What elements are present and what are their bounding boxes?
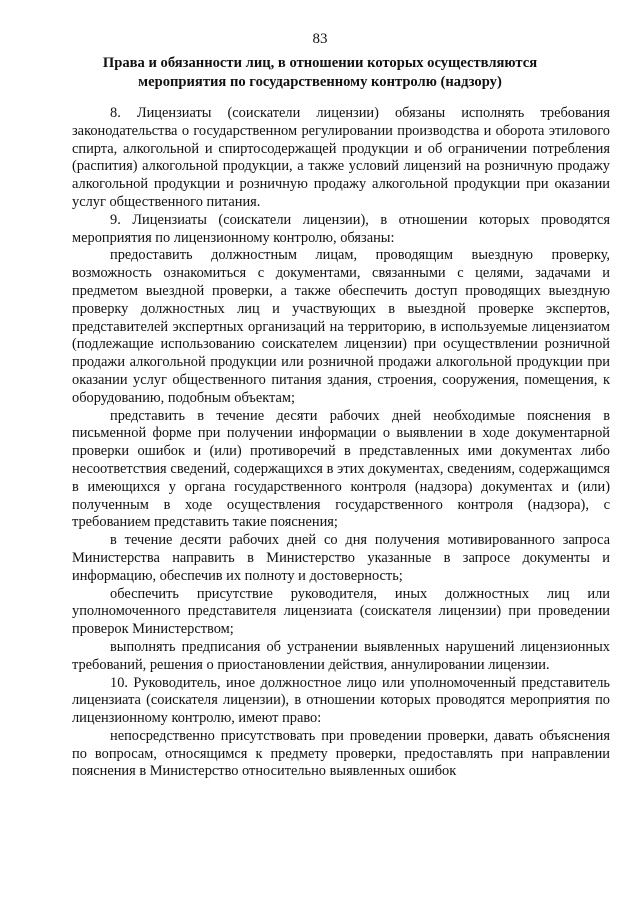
obligation-item-orders: выполнять предписания об устранении выявленных нарушений лицензионных требований, решения о приостановлении действия, аннулировании лицензии. (72, 638, 610, 673)
obligation-item-access: предоставить должностным лицам, проводящим выездную проверку, возможность ознакомиться с документами, связанными с целями, задачами и предметом выездной проверки, а также обеспечить доступ проводящих выездную проверку должностных лиц и участвующих в выездной проверке экспертов, представителей экспертных организаций на территорию, в используемые лицензиатом (подлежащие использованию соискателем лицензии) при осуществлении розничной продажи алкогольной продукции или розничной продажи алкогольной продукции при оказании услуг общественного питания здания, строения, сооружения, помещения, к оборудованию, подобным объектам; (72, 247, 610, 406)
paragraph-10: 10. Руководитель, иное должностное лицо или уполномоченный представитель лицензиата (соискателя лицензии), в отношении которых проводятся мероприятия по лицензионному контролю, имеют право: (72, 674, 610, 727)
obligation-item-explanations: представить в течение десяти рабочих дней необходимые пояснения в письменной форме при получении информации о выявлении в ходе документарной проверки ошибок и (или) противоречий в представленных ими документах либо несоответствия сведений, содержащихся в этих документах, сведениям, содержащимся в имеющихся у органа государственного контроля (надзора) документах и (или) полученным в ходе осуществления государственного контроля (надзора), с требованием представить такие пояснения; (72, 407, 610, 531)
section-title (60, 54, 580, 92)
paragraph-8: 8. Лицензиаты (соискатели лицензии) обязаны исполнять требования законодательства о государственном регулировании производства и оборота этилового спирта, алкогольной и спиртосодержащей продукции и об ограничении потребления (распития) алкогольной продукции, а также условий лицензий на розничную продажу алкогольной продукции и розничную продажу алкогольной продукции при оказании услуг общественного питания. (72, 105, 610, 210)
right-item-presence: непосредственно присутствовать при проведении проверки, давать объяснения по вопросам, относящимся к предмету проверки, предоставлять при направлении пояснения в Министерство относительно выявленных ошибок (72, 727, 610, 780)
obligation-item-documents: в течение десяти рабочих дней со дня получения мотивированного запроса Министерства направить в Министерство указанные в запросе документы и информацию, обеспечив их полноту и достоверность; (72, 532, 610, 584)
obligation-item-presence: обеспечить присутствие руководителя, иных должностных лиц или уполномоченного представителя лицензиата (соискателя лицензии) при проведении проверок Министерством; (72, 585, 610, 638)
section-title-line-2: мероприятия по государственному контролю (надзору) (138, 74, 502, 90)
document-body (72, 105, 610, 781)
paragraph-9: 9. Лицензиаты (соискатели лицензии), в отношении которых проводятся мероприятия по лицензионному контролю, обязаны: (72, 211, 610, 246)
page-number: 83 (312, 31, 328, 47)
section-title-line-1: Права и обязанности лиц, в отношении которых осуществляются (102, 55, 538, 71)
